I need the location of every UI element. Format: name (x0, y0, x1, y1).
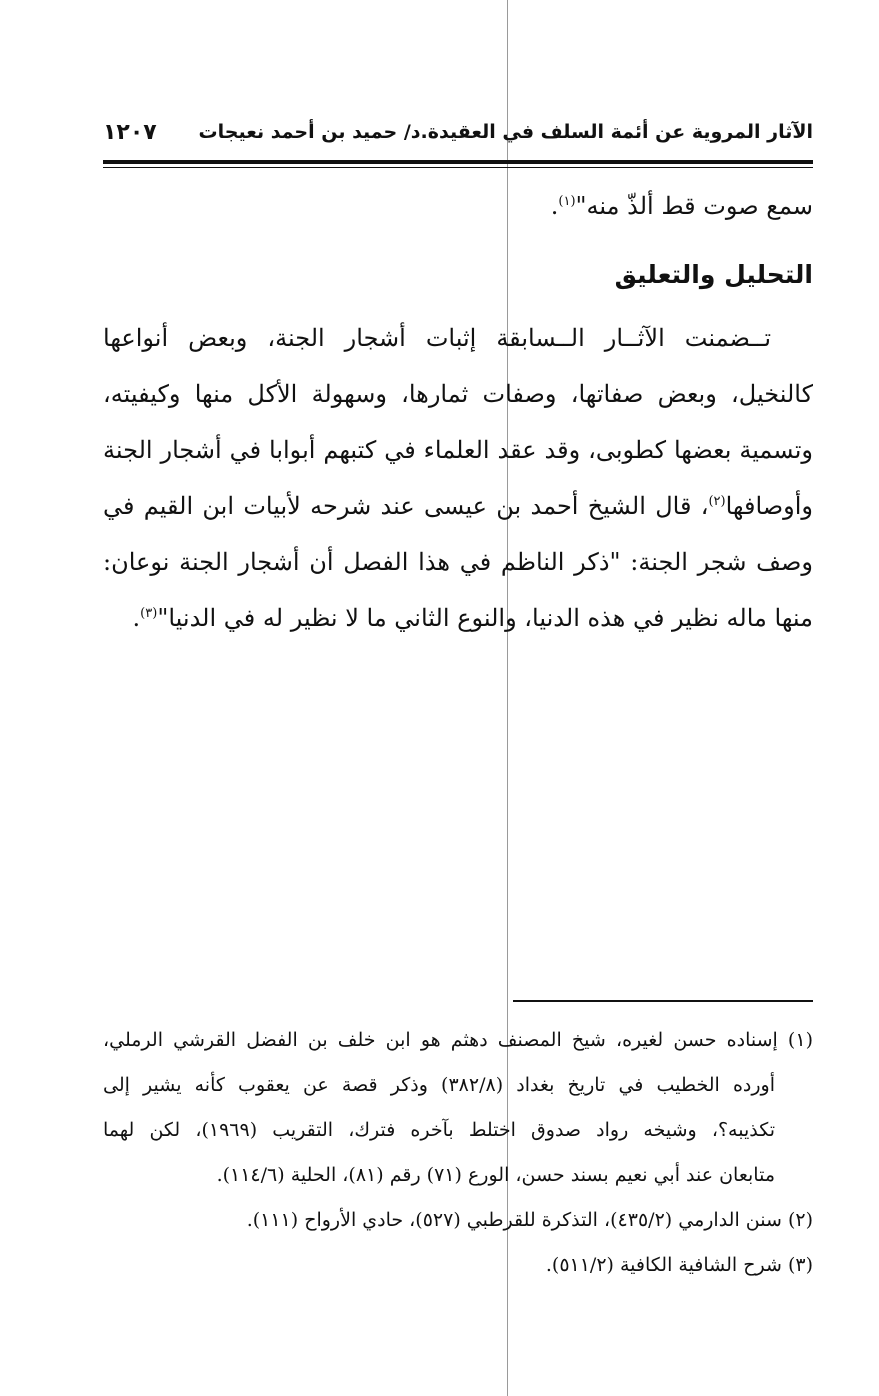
section-heading: التحليل والتعليق (614, 260, 813, 289)
body-line: كالنخيل، وبعض صفاتها، وصفات ثمارها، وسهولة الأكل منها وكيفيته، (103, 380, 813, 408)
body-line: وصف شجر الجنة: "ذكر الناظم في هذا الفصل أن أشجار الجنة نوعان: (103, 548, 813, 576)
sentence-end: . (132, 604, 141, 632)
body-paragraph (103, 310, 813, 646)
footnote-1: (١) إسناده حسن لغيره، شيخ المصنف دهثم هو ابن خلف بن الفضل القرشي الرملي، (103, 1029, 813, 1051)
body-line-rest: ، قال الشيخ أحمد بن عيسى عند شرحه لأبيات ابن القيم في (103, 492, 709, 520)
footnote-3: (٣) شرح الشافية الكافية (٥١١/٢). (545, 1254, 813, 1276)
footnote-ref-1: (١) (558, 194, 576, 209)
sentence-end: . (550, 192, 559, 220)
footnote-1-line: متابعان عند أبي نعيم بسند حسن، الورع (٧١) رقم (٨١)، الحلية (١١٤/٦). (216, 1164, 775, 1186)
header-title: الآثار المروية عن أئمة السلف في العقيدة.د/ حميد بن أحمد نعيجات (198, 121, 813, 143)
body-line (103, 178, 813, 234)
header-rule-thick (103, 160, 813, 164)
footnote-1-line: تكذيبه؟، وشيخه رواد صدوق اختلط بآخره فترك، التقريب (١٩٦٩)، لكن لهما (103, 1119, 775, 1141)
header-rule-thin (103, 167, 813, 168)
footnote-separator (513, 1000, 813, 1002)
footnote-2: (٢) سنن الدارمي (٤٣٥/٢)، التذكرة للقرطبي (٥٢٧)، حادي الأرواح (١١١). (246, 1209, 813, 1231)
running-header (103, 112, 813, 152)
body-line-text: منها ماله نظير في هذه الدنيا، والنوع الثاني ما لا نظير له في الدنيا" (157, 604, 813, 632)
footnotes (103, 1018, 813, 1288)
continuation-text (103, 178, 813, 234)
footnote-ref-2: (٢) (708, 494, 726, 509)
body-line (103, 590, 813, 646)
body-line-lead: وأوصافها (725, 492, 813, 520)
footnote-1-line: أورده الخطيب في تاريخ بغداد (٣٨٢/٨) وذكر قصة عن يعقوب كأنه يشير إلى (103, 1074, 776, 1096)
page-number: ١٢٠٧ (103, 119, 157, 145)
continuation-quote: سمع صوت قط ألذّ منه" (575, 192, 813, 220)
footnote-ref-3: (٣) (140, 606, 158, 621)
body-line: وتسمية بعضها كطوبى، وقد عقد العلماء في كتبهم أبوابا في أشجار الجنة (103, 436, 813, 464)
body-line: تــضمنت الآثــار الــسابقة إثبات أشجار الجنة، وبعض أنواعها (103, 324, 771, 352)
body-line (103, 478, 813, 534)
